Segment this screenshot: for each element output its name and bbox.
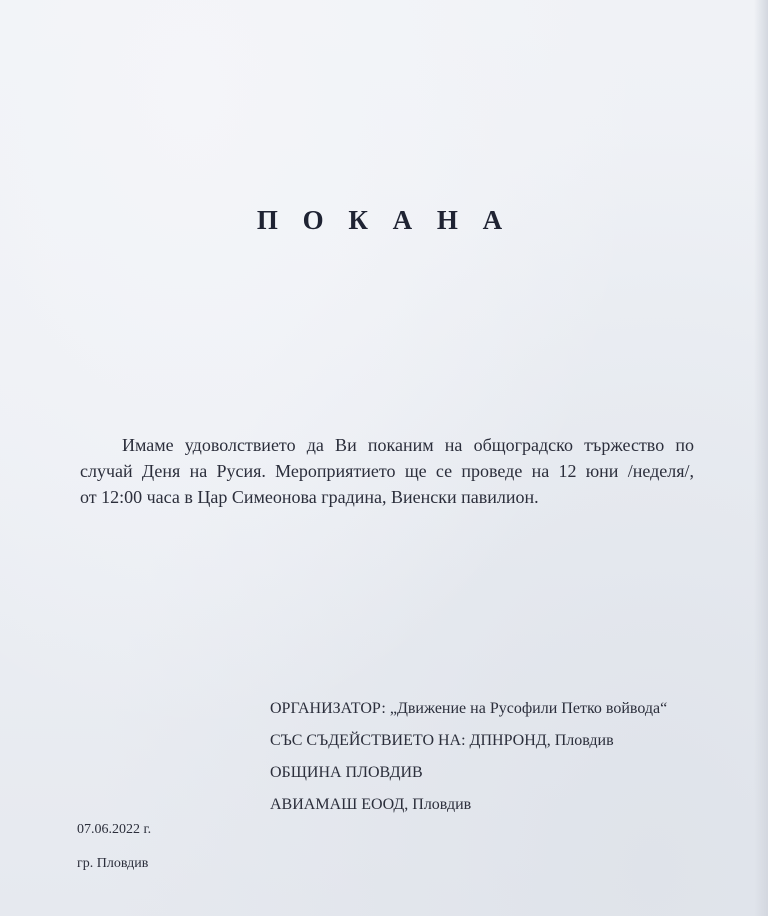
sponsor-line: АВИАМАШ ЕООД, Пловдив (270, 796, 472, 813)
municipality-line: ОБЩИНА ПЛОВДИВ (270, 764, 423, 781)
credits-block (270, 698, 667, 826)
invitation-title: П О К А Н А (256, 205, 512, 235)
document-date: 07.06.2022 г. (77, 822, 152, 837)
document-place: гр. Пловдив (77, 856, 149, 871)
body-line-2: случай Деня на Русия. Мероприятието ще се проведе на 12 юни /неделя/, (80, 461, 694, 481)
body-line-1: Имаме удоволствието да Ви поканим на общоградско тържество по (122, 435, 694, 455)
date-place-block (77, 820, 151, 888)
organizer-line: ОРГАНИЗАТОР: „Движение на Русофили Петко войвода“ (270, 700, 668, 717)
body-line-3: от 12:00 часа в Цар Симеонова градина, Виенски павилион. (80, 487, 539, 507)
cooperation-line: СЪС СЪДЕЙСТВИЕТО НА: ДПНРОНД, Пловдив (270, 732, 614, 749)
paper-edge-shadow (754, 0, 768, 916)
invitation-body (80, 432, 694, 510)
